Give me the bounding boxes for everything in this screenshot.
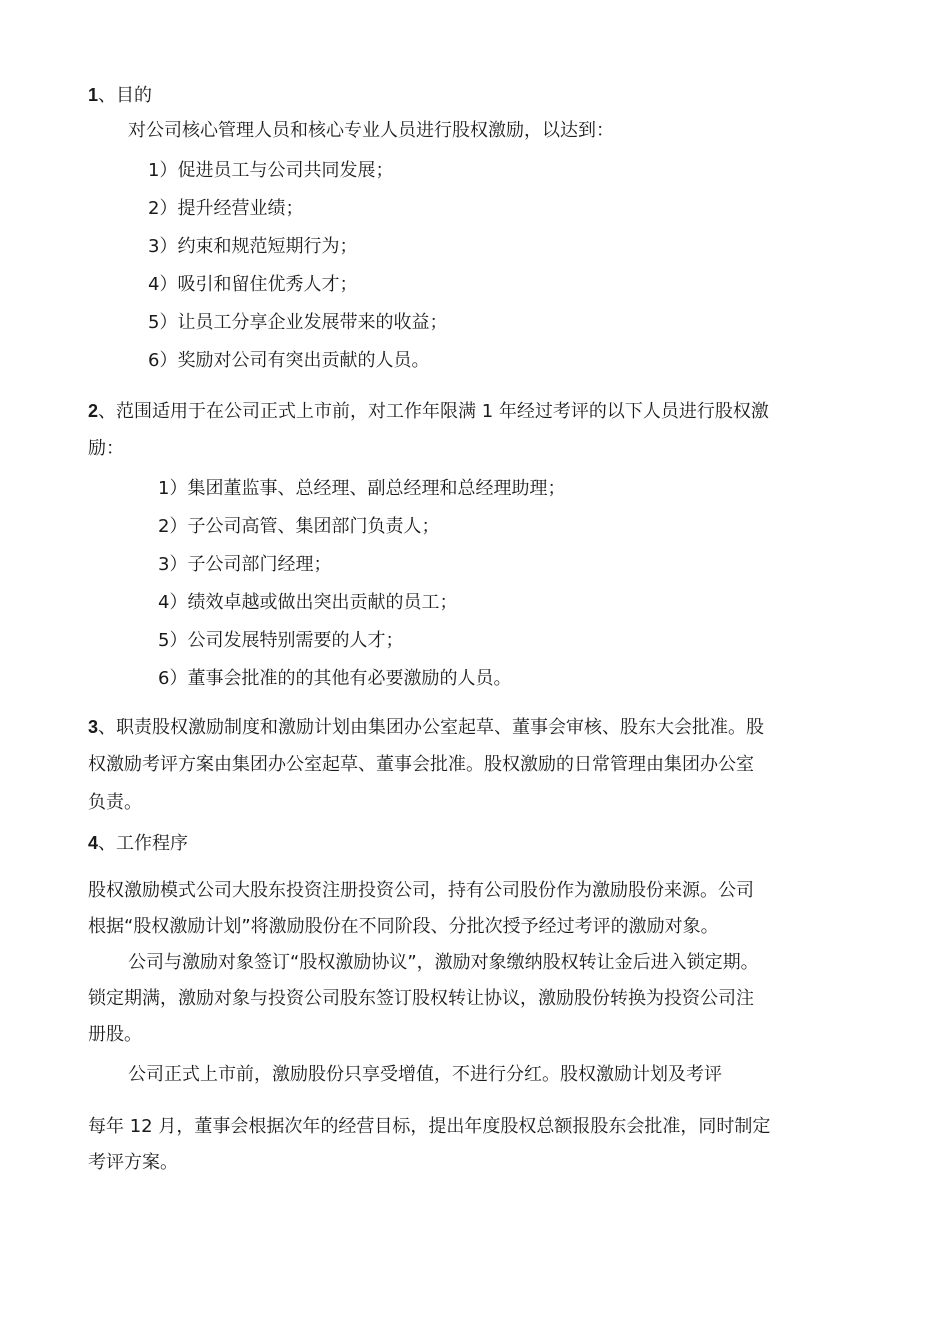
section-3-line-3: 负责。: [88, 792, 142, 813]
section-4-paragraph-4-line-2: 考评方案。: [88, 1152, 178, 1173]
section-1-item-6: 6）奖励对公司有突出贡献的人员。: [148, 350, 430, 371]
section-1-item-1: 1）促进员工与公司共同发展；: [148, 160, 394, 181]
section-1-item-2: 2）提升经营业绩；: [148, 198, 304, 219]
section-1-item-4: 4）吸引和留住优秀人才；: [148, 274, 358, 295]
section-2-number: 2: [88, 401, 99, 421]
section-1-item-3: 3）约束和规范短期行为；: [148, 236, 358, 257]
section-2-item-4: 4）绩效卓越或做出突出贡献的员工；: [158, 592, 458, 613]
section-4-number: 4: [88, 833, 99, 853]
section-2-item-1: 1）集团董监事、总经理、副总经理和总经理助理；: [158, 478, 566, 499]
section-4-paragraph-2-line-2: 锁定期满，激励对象与投资公司股东签订股权转让协议，激励股份转换为投资公司注: [88, 988, 754, 1009]
section-2-item-3: 3）子公司部门经理；: [158, 554, 332, 575]
section-4-heading: [88, 830, 188, 857]
section-4-paragraph-4-line-1: 每年 12 月，董事会根据次年的经营目标，提出年度股权总额报股东会批准，同时制定: [88, 1116, 771, 1137]
section-2-line-2: 励：: [88, 438, 124, 459]
section-2-text-1: 、范围适用于在公司正式上市前，对工作年限满 1 年经过考评的以下人员进行股权激: [98, 401, 769, 422]
section-2-item-2: 2）子公司高管、集团部门负责人；: [158, 516, 440, 537]
section-3-line-1: [88, 714, 764, 741]
section-4-paragraph-2-line-1: 公司与激励对象签订“股权激励协议”，激励对象缴纳股权转让金后进入锁定期。: [128, 952, 759, 973]
section-4-paragraph-3-line-1: 公司正式上市前，激励股份只享受增值，不进行分红。股权激励计划及考评: [128, 1064, 722, 1085]
section-3-line-2: 权激励考评方案由集团办公室起草、董事会批准。股权激励的日常管理由集团办公室: [88, 754, 754, 775]
section-1-item-5: 5）让员工分享企业发展带来的收益；: [148, 312, 448, 333]
section-1-intro: 对公司核心管理人员和核心专业人员进行股权激励，以达到：: [128, 120, 614, 141]
section-2-item-6: 6）董事会批准的的其他有必要激励的人员。: [158, 668, 512, 689]
section-4-paragraph-1-line-1: 股权激励模式公司大股东投资注册投资公司，持有公司股份作为激励股份来源。公司: [88, 880, 754, 901]
section-4-title: 、工作程序: [98, 833, 189, 854]
section-1-title: 、目的: [98, 85, 153, 106]
section-2-item-5: 5）公司发展特别需要的人才；: [158, 630, 404, 651]
section-4-paragraph-2-line-3: 册股。: [88, 1024, 142, 1045]
section-1-heading: [88, 82, 152, 109]
section-3-number: 3: [88, 717, 99, 737]
section-3-text-1: 、职责股权激励制度和激励计划由集团办公室起草、董事会审核、股东大会批准。股: [98, 717, 765, 738]
section-2-line-1: [88, 398, 848, 425]
section-1-number: 1: [88, 85, 99, 105]
section-4-paragraph-1-line-2: 根据“股权激励计划”将激励股份在不同阶段、分批次授予经过考评的激励对象。: [88, 916, 719, 937]
